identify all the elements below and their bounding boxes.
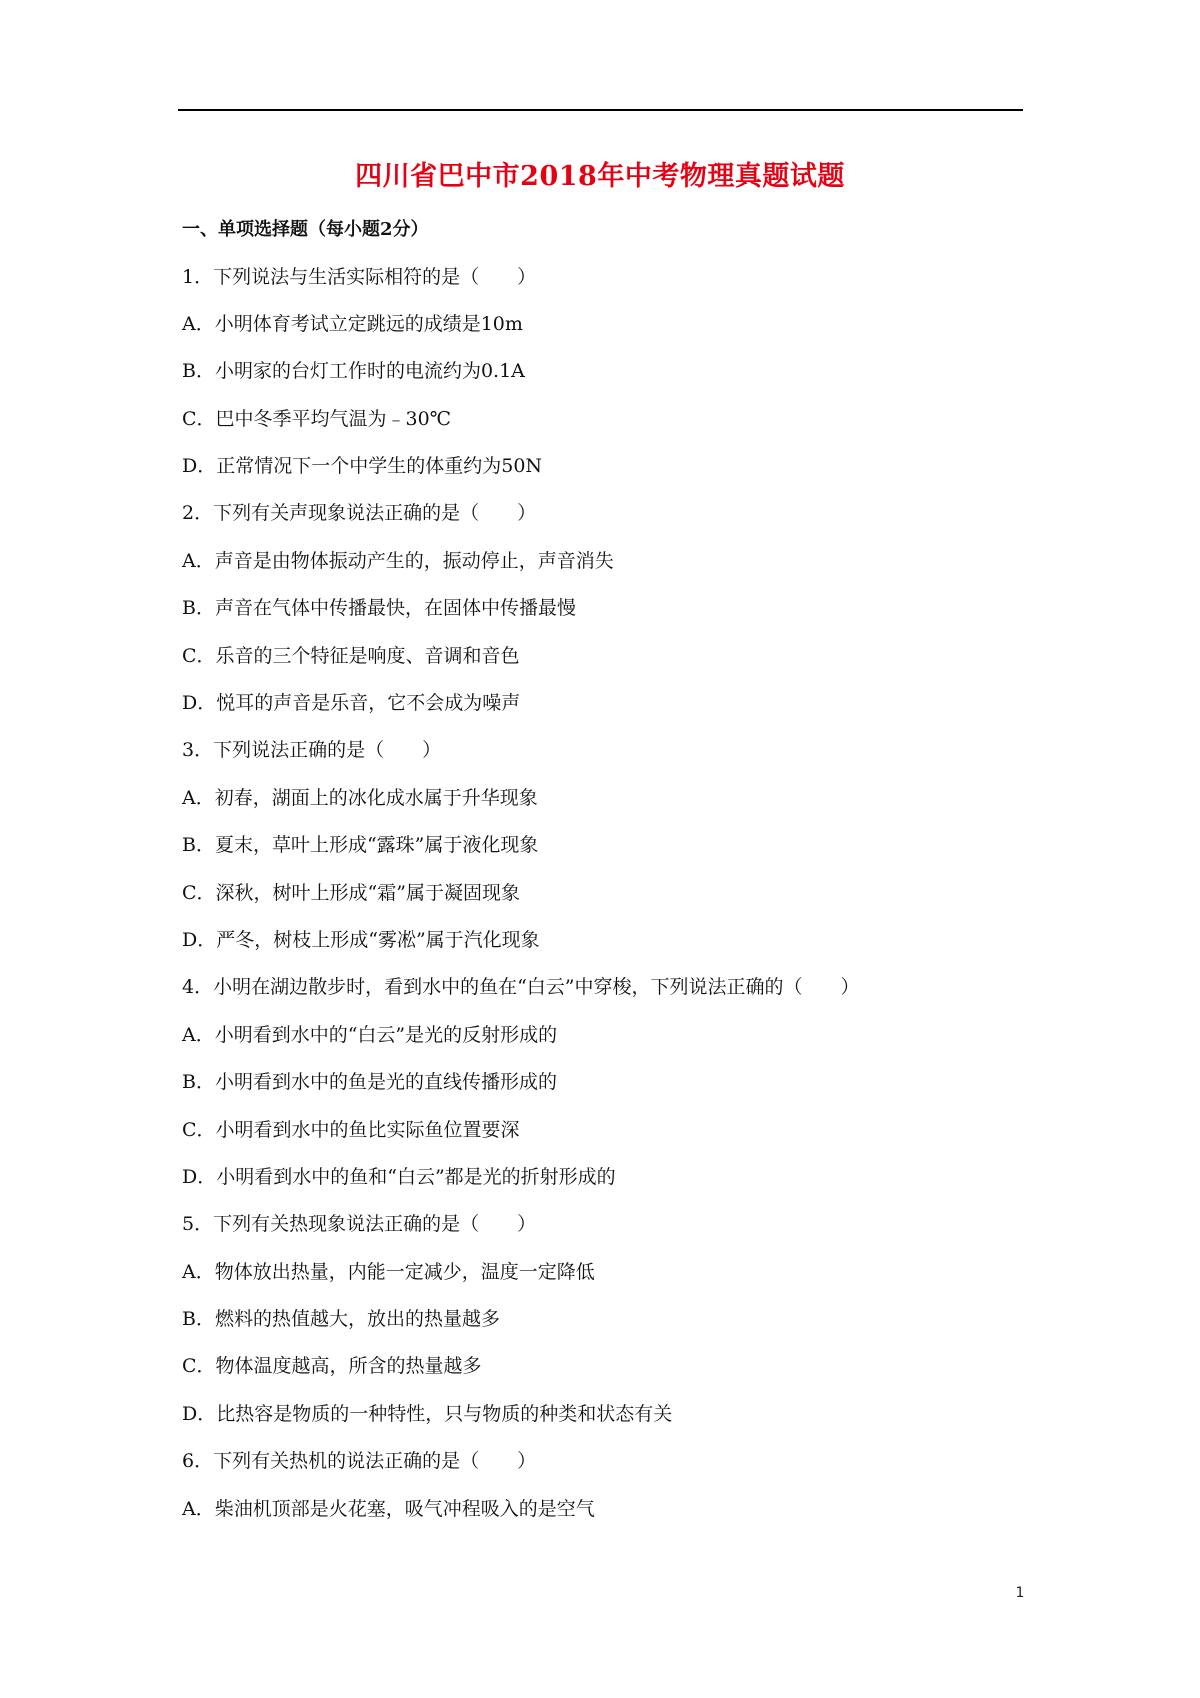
page-number: 1	[1015, 1585, 1025, 1601]
page-title: 四川省巴中市2018年中考物理真题试题	[355, 161, 845, 192]
question-1-option-b: B．小明家的台灯工作时的电流约为0.1A	[182, 360, 525, 383]
question-5-option-c: C．物体温度越高，所含的热量越多	[182, 1355, 482, 1378]
question-1-option-d: D．正常情况下一个中学生的体重约为50N	[182, 455, 543, 478]
question-5-option-d: D．比热容是物质的一种特性，只与物质的种类和状态有关	[182, 1402, 673, 1425]
question-2-option-d: D．悦耳的声音是乐音，它不会成为噪声	[182, 692, 521, 715]
question-4-option-b: B．小明看到水中的鱼是光的直线传播形成的	[182, 1071, 557, 1094]
question-4-option-a: A．小明看到水中的“白云”是光的反射形成的	[182, 1023, 558, 1046]
question-6-option-a: A．柴油机顶部是火花塞，吸气冲程吸入的是空气	[182, 1497, 595, 1520]
question-3-option-a: A．初春，湖面上的冰化成水属于升华现象	[182, 786, 538, 809]
question-3-option-b: B．夏末，草叶上形成“露珠”属于液化现象	[182, 834, 539, 857]
question-4-stem: 4．小明在湖边散步时，看到水中的鱼在“白云”中穿梭，下列说法正确的（ ）	[182, 976, 860, 999]
question-1	[182, 265, 1022, 479]
header-rule	[178, 109, 1023, 111]
question-2-option-a: A．声音是由物体振动产生的，振动停止，声音消失	[182, 549, 614, 572]
question-1-option-a: A．小明体育考试立定跳远的成绩是10m	[182, 312, 523, 335]
question-4-option-d: D．小明看到水中的鱼和“白云”都是光的折射形成的	[182, 1165, 616, 1188]
question-2	[182, 501, 1022, 715]
question-5-stem: 5．下列有关热现象说法正确的是（ ）	[182, 1213, 537, 1236]
question-6	[182, 1449, 1022, 1520]
exam-content	[182, 218, 1022, 1544]
question-1-stem: 1．下列说法与生活实际相符的是（ ）	[182, 265, 537, 288]
question-4-option-c: C．小明看到水中的鱼比实际鱼位置要深	[182, 1118, 520, 1141]
question-2-stem: 2．下列有关声现象说法正确的是（ ）	[182, 502, 537, 525]
question-5-option-a: A．物体放出热量，内能一定减少，温度一定降低	[182, 1260, 595, 1283]
section-heading: 一、单项选择题（每小题2分）	[182, 219, 429, 240]
question-5-option-b: B．燃料的热值越大，放出的热量越多	[182, 1308, 500, 1331]
question-2-option-c: C．乐音的三个特征是响度、音调和音色	[182, 644, 520, 667]
question-3	[182, 738, 1022, 952]
question-3-stem: 3．下列说法正确的是（ ）	[182, 739, 442, 762]
question-6-stem: 6．下列有关热机的说法正确的是（ ）	[182, 1450, 537, 1473]
question-2-option-b: B．声音在气体中传播最快，在固体中传播最慢	[182, 597, 576, 620]
question-4	[182, 975, 1022, 1189]
question-1-option-c: C．巴中冬季平均气温为﹣30℃	[182, 407, 451, 430]
question-3-option-c: C．深秋，树叶上形成“霜”属于凝固现象	[182, 881, 520, 904]
question-3-option-d: D．严冬，树枝上形成“雾凇”属于汽化现象	[182, 928, 540, 951]
question-5	[182, 1212, 1022, 1426]
